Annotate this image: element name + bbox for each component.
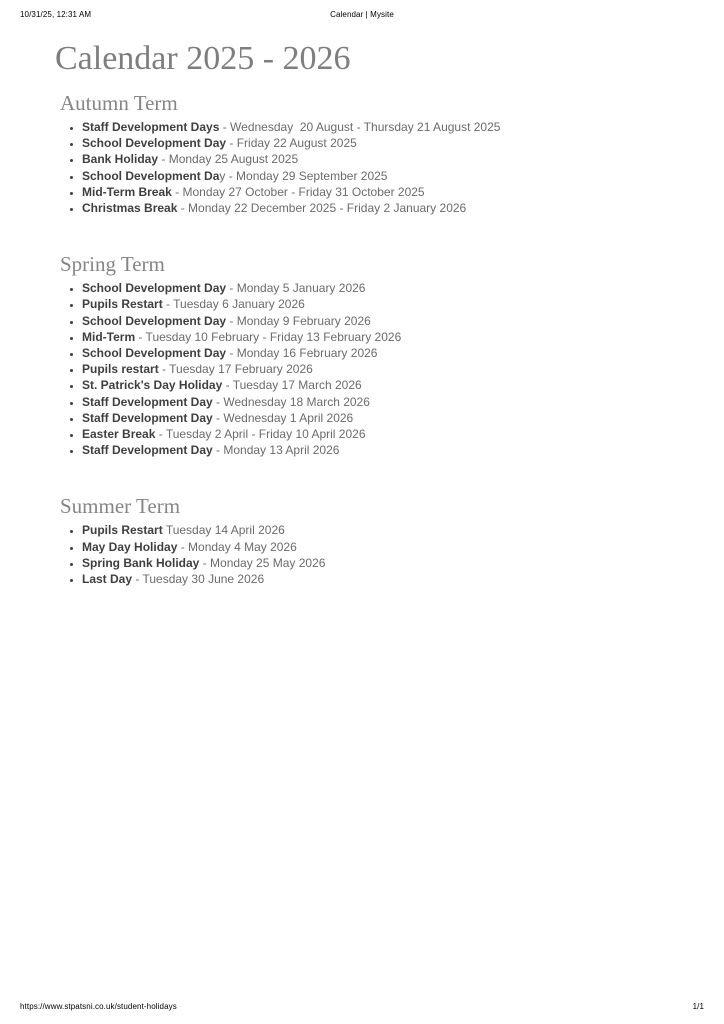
event-dates: - Monday 27 October - Friday 31 October 2025	[171, 184, 425, 199]
term-heading: Autumn Term	[60, 91, 178, 115]
event-dates: - Tuesday 17 February 2026	[158, 362, 313, 377]
event-label: School Development Day	[82, 281, 227, 296]
event-item	[82, 296, 694, 312]
term-event-list	[55, 280, 694, 458]
event-item	[82, 184, 694, 200]
page-content	[55, 40, 694, 587]
event-label: St. Patrick's Day Holiday	[82, 378, 223, 393]
event-dates: - Wednesday 1 April 2026	[212, 410, 354, 425]
print-header	[20, 10, 704, 20]
event-label: Staff Development Days	[82, 120, 220, 134]
event-dates: - Monday 4 May 2026	[177, 539, 297, 554]
event-label: Bank Holiday	[82, 152, 159, 167]
term-section	[55, 252, 694, 458]
event-item	[82, 522, 694, 538]
event-label: School Development Day	[82, 136, 227, 151]
event-item	[82, 345, 694, 361]
print-timestamp: 10/31/25, 12:31 AM	[20, 10, 92, 19]
event-label: Mid-Term Break	[82, 184, 172, 199]
term-event-list	[55, 522, 694, 587]
event-dates: - Tuesday 17 March 2026	[222, 378, 362, 393]
event-label: May Day Holiday	[82, 539, 178, 554]
event-label: Last Day	[82, 572, 133, 587]
event-item	[82, 426, 694, 442]
event-label: Easter Break	[82, 427, 156, 442]
page-title: Calendar 2025 - 2026	[55, 40, 351, 77]
event-dates: - Monday 16 February 2026	[226, 346, 378, 361]
event-label: Spring Bank Holiday	[82, 555, 200, 570]
event-item	[82, 168, 694, 184]
event-item	[82, 442, 694, 458]
event-item	[82, 329, 694, 345]
event-item	[82, 571, 694, 587]
event-label: Staff Development Day	[82, 443, 213, 458]
event-label: Staff Development Day	[82, 410, 213, 425]
event-dates: - Monday 9 February 2026	[226, 313, 371, 328]
event-label: Staff Development Day	[82, 394, 213, 409]
event-dates: - Wednesday 18 March 2026	[212, 394, 370, 409]
event-dates: - Tuesday 10 February - Friday 13 February 2026	[135, 329, 402, 344]
event-label: Pupils restart	[82, 362, 159, 377]
term-heading: Summer Term	[60, 494, 181, 519]
event-item	[82, 151, 694, 167]
event-dates: - Tuesday 6 January 2026	[162, 297, 305, 312]
event-label: Pupils Restart	[82, 523, 163, 538]
event-dates: - Wednesday 20 August - Thursday 21 August 2025	[219, 120, 501, 134]
event-item	[82, 377, 694, 393]
event-dates: - Tuesday 2 April - Friday 10 April 2026	[155, 427, 366, 442]
event-label: Pupils Restart	[82, 297, 163, 312]
print-url: https://www.stpatsni.co.uk/student-holidays	[20, 1002, 177, 1011]
event-dates: - Friday 22 August 2025	[226, 136, 357, 151]
term-event-list	[55, 119, 694, 216]
event-dates: - Monday 25 August 2025	[158, 152, 299, 167]
event-item	[82, 313, 694, 329]
event-item	[82, 394, 694, 410]
event-dates: - Monday 13 April 2026	[212, 443, 340, 458]
event-label: School Development Day	[82, 346, 227, 361]
event-item	[82, 119, 694, 135]
event-label: Christmas Break	[82, 201, 178, 216]
event-dates: - Tuesday 30 June 2026	[132, 572, 265, 587]
event-dates: y - Monday 29 September 2025	[219, 168, 388, 183]
event-dates: - Monday 25 May 2026	[199, 555, 326, 570]
event-item	[82, 135, 694, 151]
event-item	[82, 410, 694, 426]
event-dates: - Monday 22 December 2025 - Friday 2 January 2026	[177, 201, 467, 216]
term-section	[55, 91, 694, 216]
event-dates: Tuesday 14 April 2026	[162, 523, 285, 538]
term-section	[55, 494, 694, 587]
event-item	[82, 280, 694, 296]
event-label: School Development Day	[82, 313, 227, 328]
event-item	[82, 361, 694, 377]
event-dates: - Monday 5 January 2026	[226, 281, 366, 296]
event-item	[82, 539, 694, 555]
event-item	[82, 555, 694, 571]
term-sections	[55, 91, 694, 587]
print-doc-title: Calendar | Mysite	[330, 10, 394, 19]
print-page-number: 1/1	[692, 1002, 704, 1011]
print-footer	[20, 1002, 704, 1012]
event-item	[82, 200, 694, 216]
event-label: School Development Da	[82, 168, 220, 183]
event-label: Mid-Term	[82, 329, 136, 344]
term-heading: Spring Term	[60, 252, 165, 277]
